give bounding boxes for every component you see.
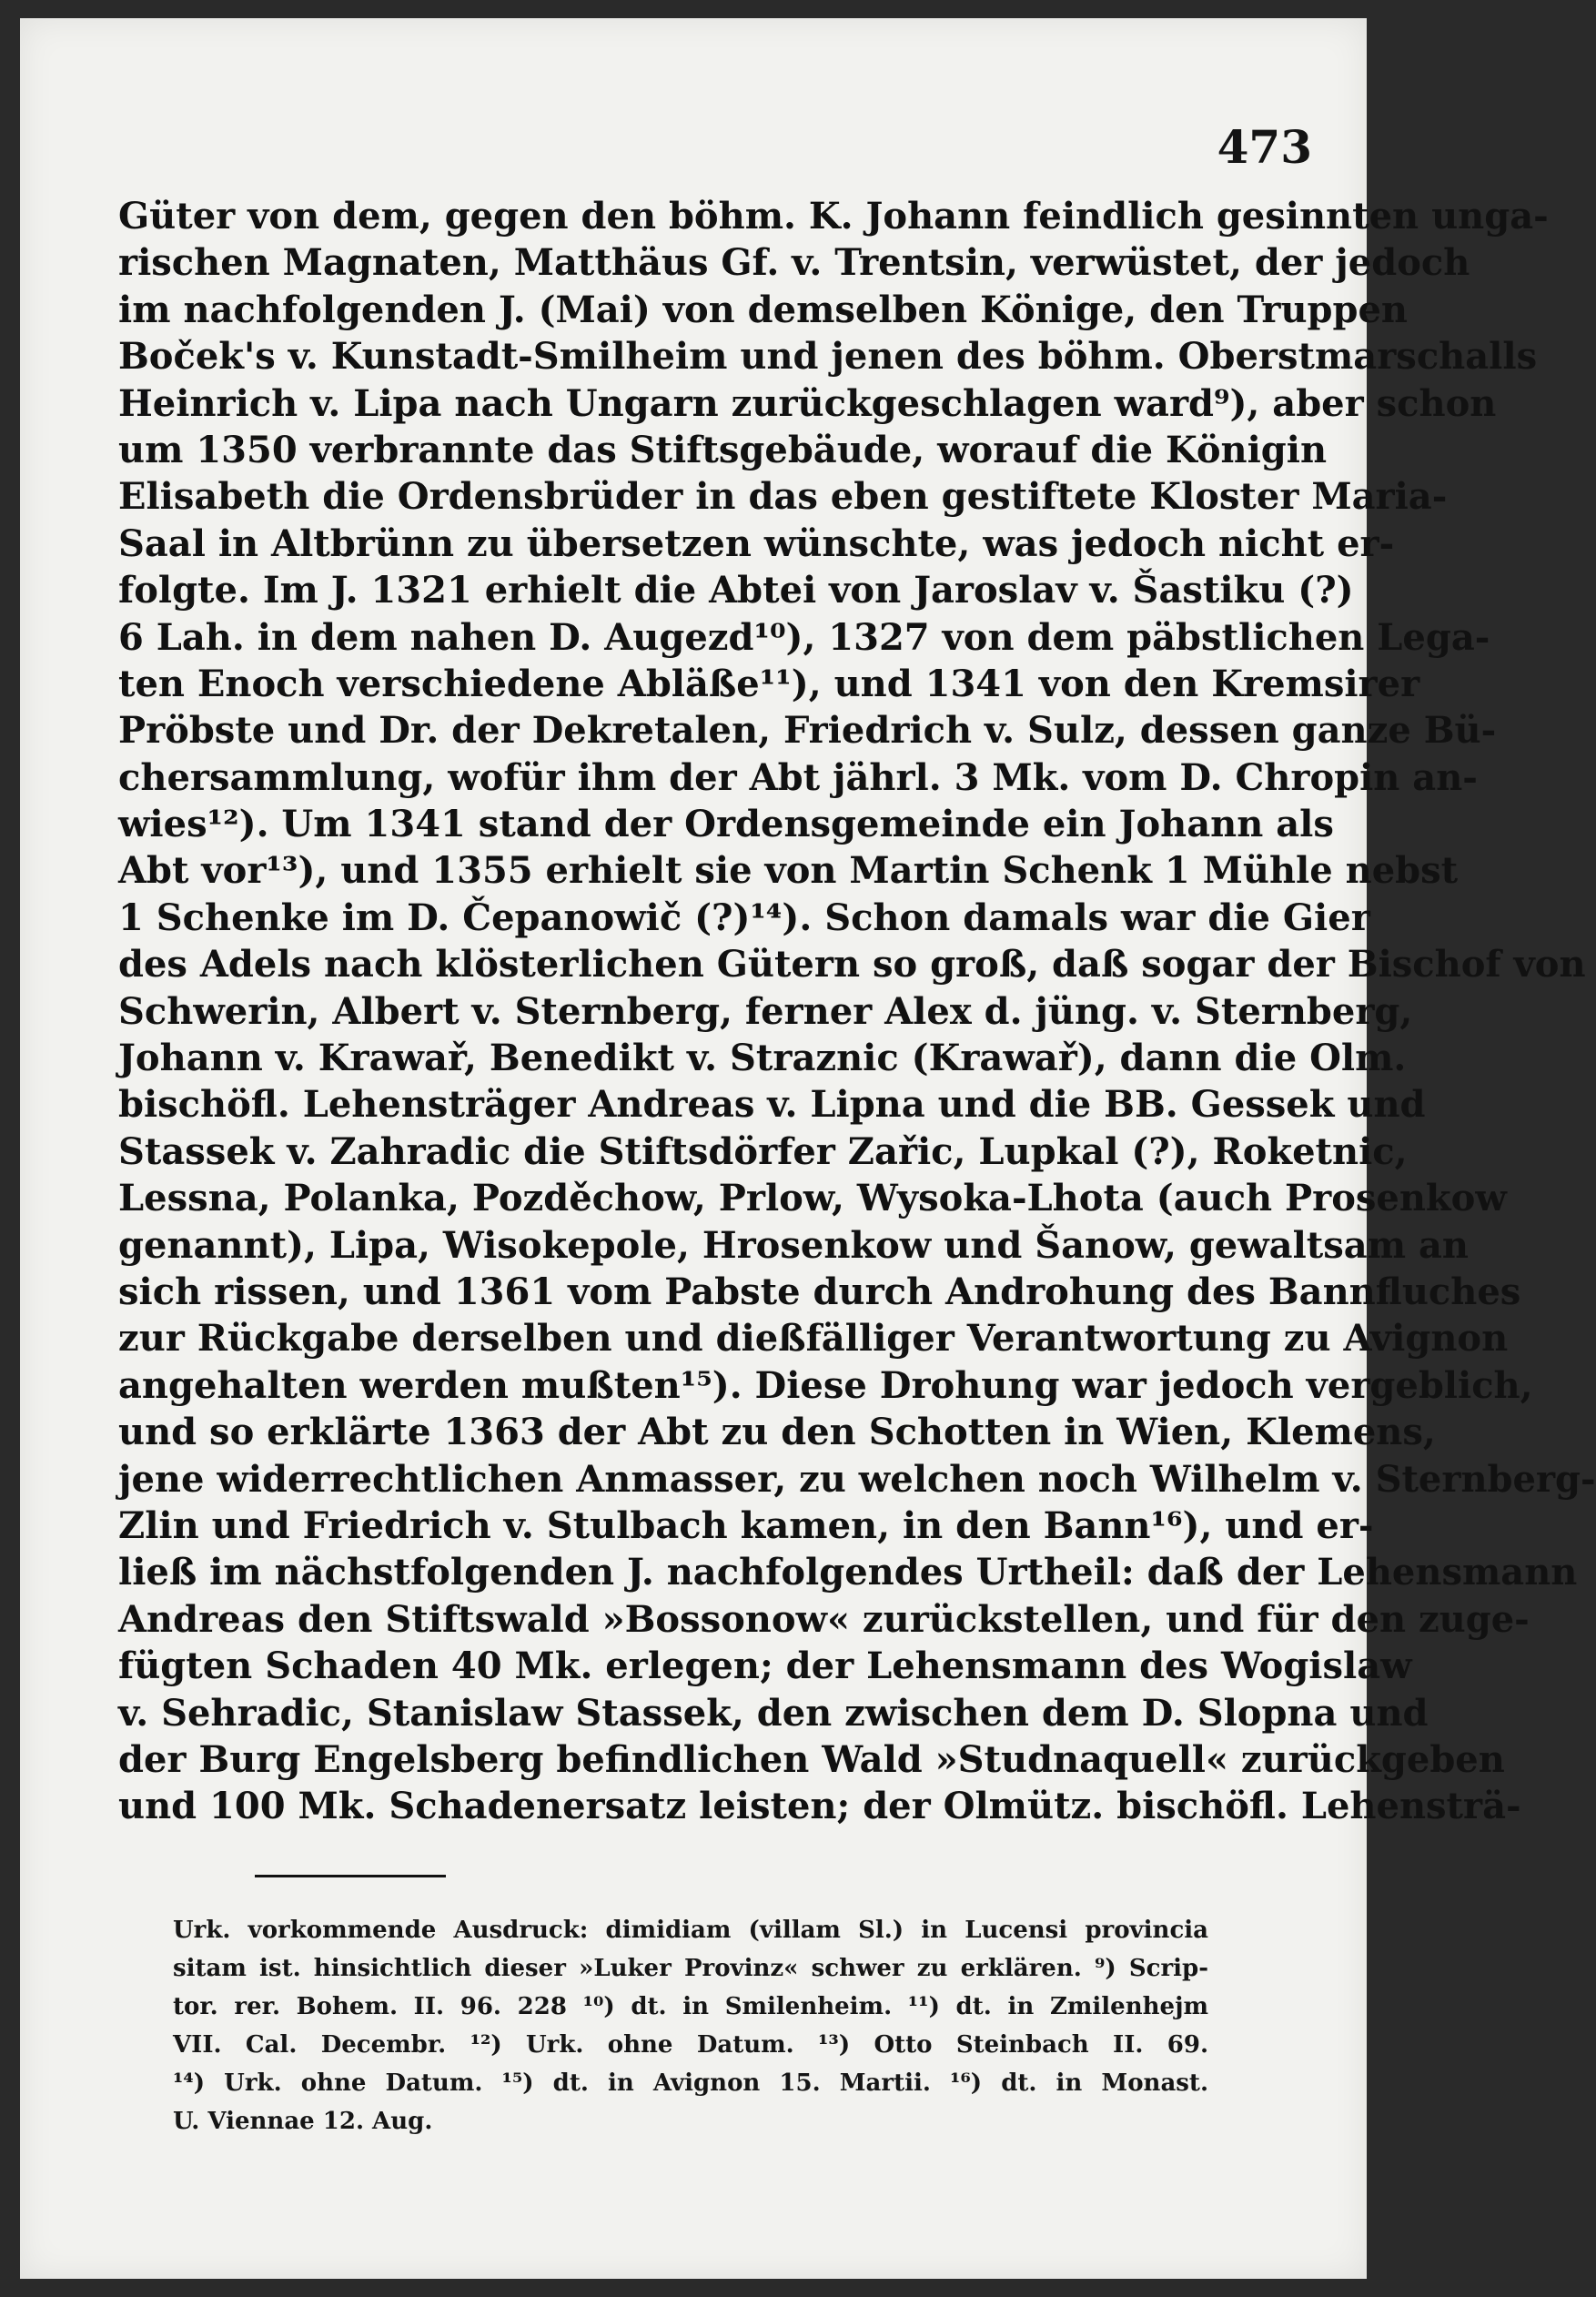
text-line: Boček's v. Kunstadt-Smilheim und jenen des böhm. Oberstmarschalls bbox=[118, 335, 1538, 379]
text-line: sich rissen, und 1361 vom Pabste durch Androhung des Bannfluches bbox=[118, 1270, 1521, 1313]
text-line: fügten Schaden 40 Mk. erlegen; der Lehensmann des Wogislaw bbox=[118, 1644, 1412, 1688]
text-line: und so erklärte 1363 der Abt zu den Schotten in Wien, Klemens, bbox=[118, 1411, 1436, 1454]
text-line: Andreas den Stiftswald »Bossonow« zurückstellen, und für den zuge- bbox=[118, 1597, 1530, 1641]
page-number: 473 bbox=[1217, 120, 1312, 174]
text-line: im nachfolgenden J. (Mai) von demselben Könige, den Truppen bbox=[118, 288, 1409, 331]
text-line: chersammlung, wofür ihm der Abt jährl. 3 Mk. vom D. Chropin an- bbox=[118, 755, 1478, 799]
text-line: Johann v. Krawař, Benedikt v. Straznic (Krawař), dann die Olm. bbox=[118, 1037, 1407, 1080]
text-line: Güter von dem, gegen den böhm. K. Johann feindlich gesinnten unga- bbox=[118, 195, 1549, 238]
footnote-line: Urk. vorkommende Ausdruck: dimidiam (villam Sl.) in Lucensi provincia bbox=[173, 1917, 1208, 1944]
text-line: v. Sehradic, Stanislaw Stassek, den zwischen dem D. Slopna und bbox=[118, 1691, 1429, 1735]
text-line: Elisabeth die Ordensbrüder in das eben gestiftete Kloster Maria- bbox=[118, 475, 1448, 519]
book-page bbox=[20, 18, 1596, 2279]
footnote-line: tor. rer. Bohem. II. 96. 228 ¹⁰) dt. in Smilenheim. ¹¹) dt. in Zmilenhejm bbox=[173, 1993, 1208, 2020]
text-line: ließ im nächstfolgenden J. nachfolgendes Urtheil: daß der Lehensmann bbox=[118, 1551, 1578, 1594]
text-line: rischen Magnaten, Matthäus Gf. v. Trentsin, verwüstet, der jedoch bbox=[118, 241, 1470, 285]
footnote-divider bbox=[255, 1875, 446, 1877]
text-line: der Burg Engelsberg befindlichen Wald »Studnaquell« zurückgeben bbox=[118, 1737, 1505, 1781]
text-line: Zlin und Friedrich v. Stulbach kamen, in den Bann¹⁶), und er- bbox=[118, 1503, 1374, 1547]
text-line: angehalten werden mußten¹⁵). Diese Drohung war jedoch vergeblich, bbox=[118, 1363, 1533, 1407]
text-line: Lessna, Polanka, Pozděchow, Prlow, Wysoka-Lhota (auch Prosenkow bbox=[118, 1177, 1507, 1220]
text-line: 6 Lah. in dem nahen D. Augezd¹⁰), 1327 von dem päbstlichen Lega- bbox=[118, 615, 1490, 659]
text-line: genannt), Lipa, Wisokepole, Hrosenkow und Šanow, gewaltsam an bbox=[118, 1223, 1469, 1267]
text-line: um 1350 verbrannte das Stiftsgebäude, worauf die Königin bbox=[118, 428, 1328, 471]
footnote-line: U. Viennae 12. Aug. bbox=[173, 2108, 433, 2135]
footnote-line: ¹⁴) Urk. ohne Datum. ¹⁵) dt. in Avignon 15. Martii. ¹⁶) dt. in Monast. bbox=[173, 2069, 1208, 2097]
text-line: Saal in Altbrünn zu übersetzen wünschte, was jedoch nicht er- bbox=[118, 521, 1395, 565]
text-line: Stassek v. Zahradic die Stiftsdörfer Zařic, Lupkal (?), Roketnic, bbox=[118, 1129, 1408, 1173]
text-line: jene widerrechtlichen Anmasser, zu welchen noch Wilhelm v. Sternberg- bbox=[118, 1457, 1596, 1501]
text-line: bischöfl. Lehensträger Andreas v. Lipna und die BB. Gessek und bbox=[118, 1083, 1426, 1127]
text-line: 1 Schenke im D. Čepanowič (?)¹⁴). Schon damals war die Gier bbox=[118, 896, 1370, 939]
footnotes bbox=[173, 1911, 1208, 2140]
text-line: wies¹²). Um 1341 stand der Ordensgemeinde ein Johann als bbox=[118, 803, 1334, 846]
text-line: des Adels nach klösterlichen Gütern so groß, daß sogar der Bischof von bbox=[118, 943, 1586, 987]
text-line: Schwerin, Albert v. Sternberg, ferner Alex d. jüng. v. Sternberg, bbox=[118, 989, 1413, 1033]
main-text bbox=[118, 193, 1596, 1830]
footnote-line: sitam ist. hinsichtlich dieser »Luker Provinz« schwer zu erklären. ⁹) Scrip- bbox=[173, 1955, 1208, 1982]
text-line: Pröbste und Dr. der Dekretalen, Friedrich v. Sulz, dessen ganze Bü- bbox=[118, 709, 1497, 753]
text-line: folgte. Im J. 1321 erhielt die Abtei von Jaroslav v. Šastiku (?) bbox=[118, 569, 1354, 612]
text-line: zur Rückgabe derselben und dießfälliger Verantwortung zu Avignon bbox=[118, 1317, 1509, 1361]
footnote-line: VII. Cal. Decembr. ¹²) Urk. ohne Datum. ¹³) Otto Steinbach II. 69. bbox=[173, 2031, 1208, 2059]
text-line: und 100 Mk. Schadenersatz leisten; der Olmütz. bischöfl. Lehensträ- bbox=[118, 1785, 1521, 1828]
text-line: ten Enoch verschiedene Abläße¹¹), und 1341 von den Kremsirer bbox=[118, 662, 1420, 705]
text-line: Heinrich v. Lipa nach Ungarn zurückgeschlagen ward⁹), aber schon bbox=[118, 381, 1497, 425]
text-line: Abt vor¹³), und 1355 erhielt sie von Martin Schenk 1 Mühle nebst bbox=[118, 849, 1459, 893]
